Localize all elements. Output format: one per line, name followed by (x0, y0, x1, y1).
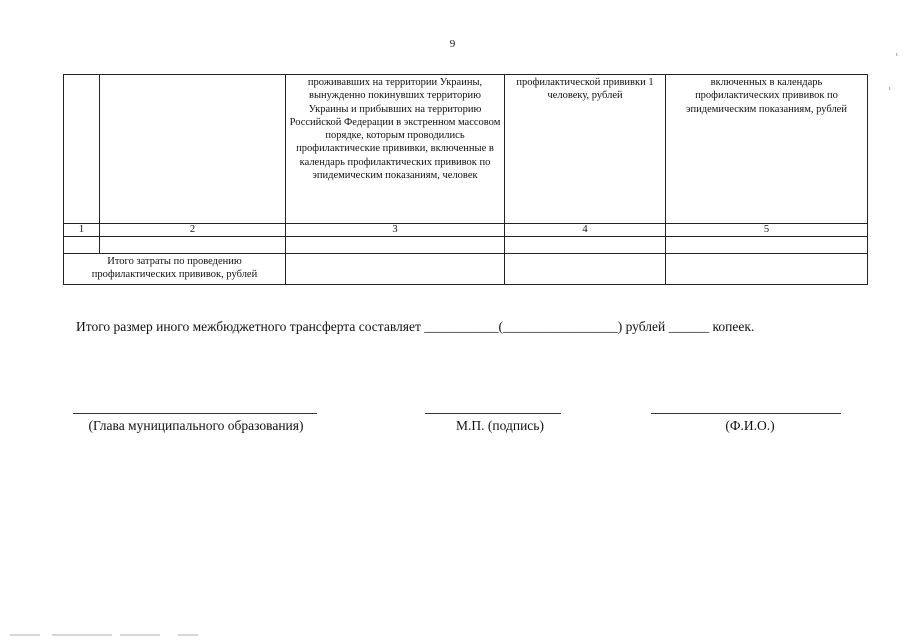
empty-cell (286, 237, 505, 254)
total-row (64, 254, 868, 285)
header-cell-5: включенных в календарь профилактических прививок по эпидемическим показаниям, рублей (666, 75, 868, 224)
name-caption: (Ф.И.О.) (725, 418, 775, 433)
scan-artifact (120, 634, 160, 636)
header-cell-2 (100, 75, 286, 224)
header-cell-3: проживавших на территории Украины, вынужденно покинувших территорию Украины и прибывших на территорию Российской Федерации в экстренном массовом порядке, которым проводились профилактические прививки, включенные в календарь профилактических прививок по эпидемическим показаниям, человек (286, 75, 505, 224)
head-caption: (Глава муниципального образования) (88, 418, 304, 433)
column-number: 5 (666, 224, 868, 237)
seal-signature-line (425, 413, 561, 414)
margin-mark: ι (896, 52, 898, 58)
column-number: 2 (100, 224, 286, 237)
total-cell (286, 254, 505, 285)
header-cell-1 (64, 75, 100, 224)
column-number-row (64, 224, 868, 237)
empty-cell (64, 237, 100, 254)
scan-artifact (178, 634, 198, 636)
total-cell (505, 254, 666, 285)
column-number: 4 (505, 224, 666, 237)
column-number: 3 (286, 224, 505, 237)
empty-cell (505, 237, 666, 254)
name-signature-line (651, 413, 841, 414)
page-number: 9 (449, 38, 456, 50)
seal-caption: М.П. (подпись) (456, 418, 544, 433)
scan-artifact (10, 634, 40, 636)
table-header-row (64, 75, 868, 224)
margin-mark: ι (889, 86, 891, 92)
empty-cell (100, 237, 286, 254)
column-number: 1 (64, 224, 100, 237)
scan-artifact (52, 634, 112, 636)
header-cell-4: профилактической прививки 1 человеку, рублей (505, 75, 666, 224)
costs-table (63, 74, 868, 285)
total-cell (666, 254, 868, 285)
empty-cell (666, 237, 868, 254)
total-costs-label: Итого затраты по проведению профилактических прививок, рублей (64, 254, 286, 285)
transfer-total-line: Итого размер иного межбюджетного трансферта составляет ___________(_________________) рублей ______ копеек. (76, 319, 755, 334)
table-row (64, 237, 868, 254)
head-signature-line (73, 413, 317, 414)
